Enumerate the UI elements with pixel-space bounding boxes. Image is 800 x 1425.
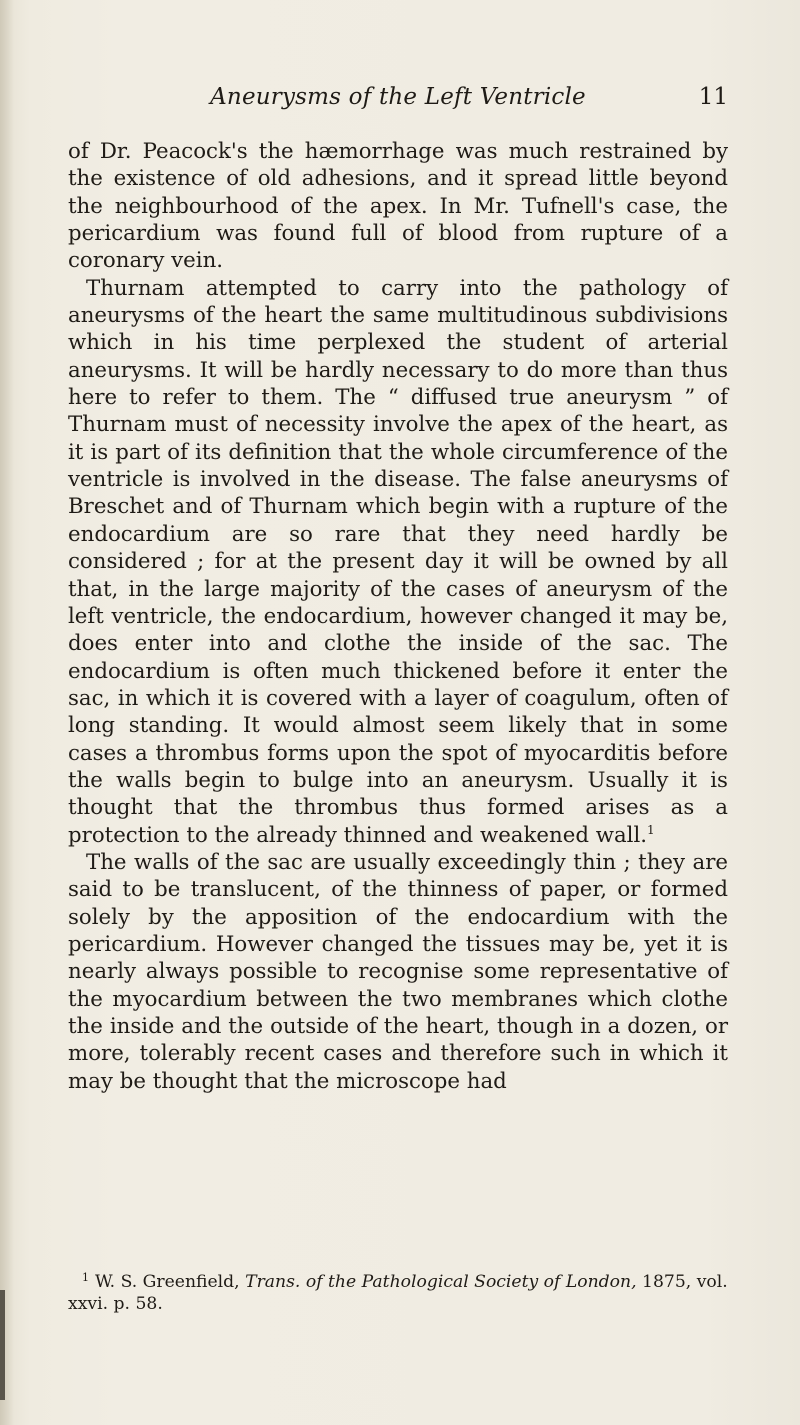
footnotes bbox=[68, 1271, 728, 1315]
paragraph-thurnam bbox=[68, 275, 728, 849]
footnote-reference[interactable]: 1 bbox=[647, 822, 655, 837]
paragraph-walls bbox=[68, 849, 728, 1095]
paragraph-continuation bbox=[68, 138, 728, 275]
running-head: Aneurysms of the Left Ventricle bbox=[210, 84, 586, 110]
body-text bbox=[68, 138, 728, 1095]
spine-shadow bbox=[0, 0, 14, 1425]
footnote bbox=[68, 1271, 728, 1315]
footnote-mark: 1 bbox=[82, 1271, 89, 1284]
paragraph-text: Thurnam attempted to carry into the pathology of aneurysms of the heart the same multitudinous subdivisions which in his time perplexed the student of arterial aneurysms. It will be hardly necessary to do more than thus here to refer to them. The “ diffused true aneurysm ” of Thurnam must of necessity involve the apex of the heart, as it is part of its definition that the whole circumference of the ventricle is involved in the disease. The false aneurysms of Breschet and of Thurnam which begin with a rupture of the endocardium are so rare that they need hardly be considered ; for at the present day it will be owned by all that, in the large majority of the cases of aneurysm of the left ventricle, the endocardium, however changed it may be, does enter into and clothe the inside of the sac. The endocardium is often much thickened before it enter the sac, in which it is covered with a layer of coagulum, often of long standing. It would almost seem likely that in some cases a thrombus forms upon the spot of myocarditis before the walls begin to bulge into an aneurysm. Usually it is thought that the thrombus thus formed arises as a protection to the already thinned and weakened wall. bbox=[68, 275, 728, 848]
page-header bbox=[68, 80, 728, 120]
footnote-author: W. S. Greenfield, bbox=[95, 1272, 240, 1292]
paragraph-text: The walls of the sac are usually exceedingly thin ; they are said to be translucent, of the thinness of paper, or formed solely by the apposition of the endocardium with the pericardium. However changed the tissues may be, yet it is nearly always possible to recognise some representative of the myocardium between the two membranes which clothe the inside and the outside of the heart, though in a dozen, or more, tolerably recent cases and therefore such in which it may be thought that the microscope had bbox=[68, 849, 728, 1094]
footnote-journal: Trans. of the Pathological Society of London, bbox=[245, 1272, 637, 1292]
page-number: 11 bbox=[698, 84, 728, 110]
footnote-details: 1875, vol. xxvi. p. 58. bbox=[68, 1272, 728, 1314]
binding-mark bbox=[0, 1290, 5, 1400]
paragraph-text: of Dr. Peacock's the hæmorrhage was much restrained by the existence of old adhesions, and it spread little beyond the neighbourhood of the apex. In Mr. Tufnell's case, the pericardium was found full of blood from rupture of a coronary vein. bbox=[68, 139, 728, 274]
